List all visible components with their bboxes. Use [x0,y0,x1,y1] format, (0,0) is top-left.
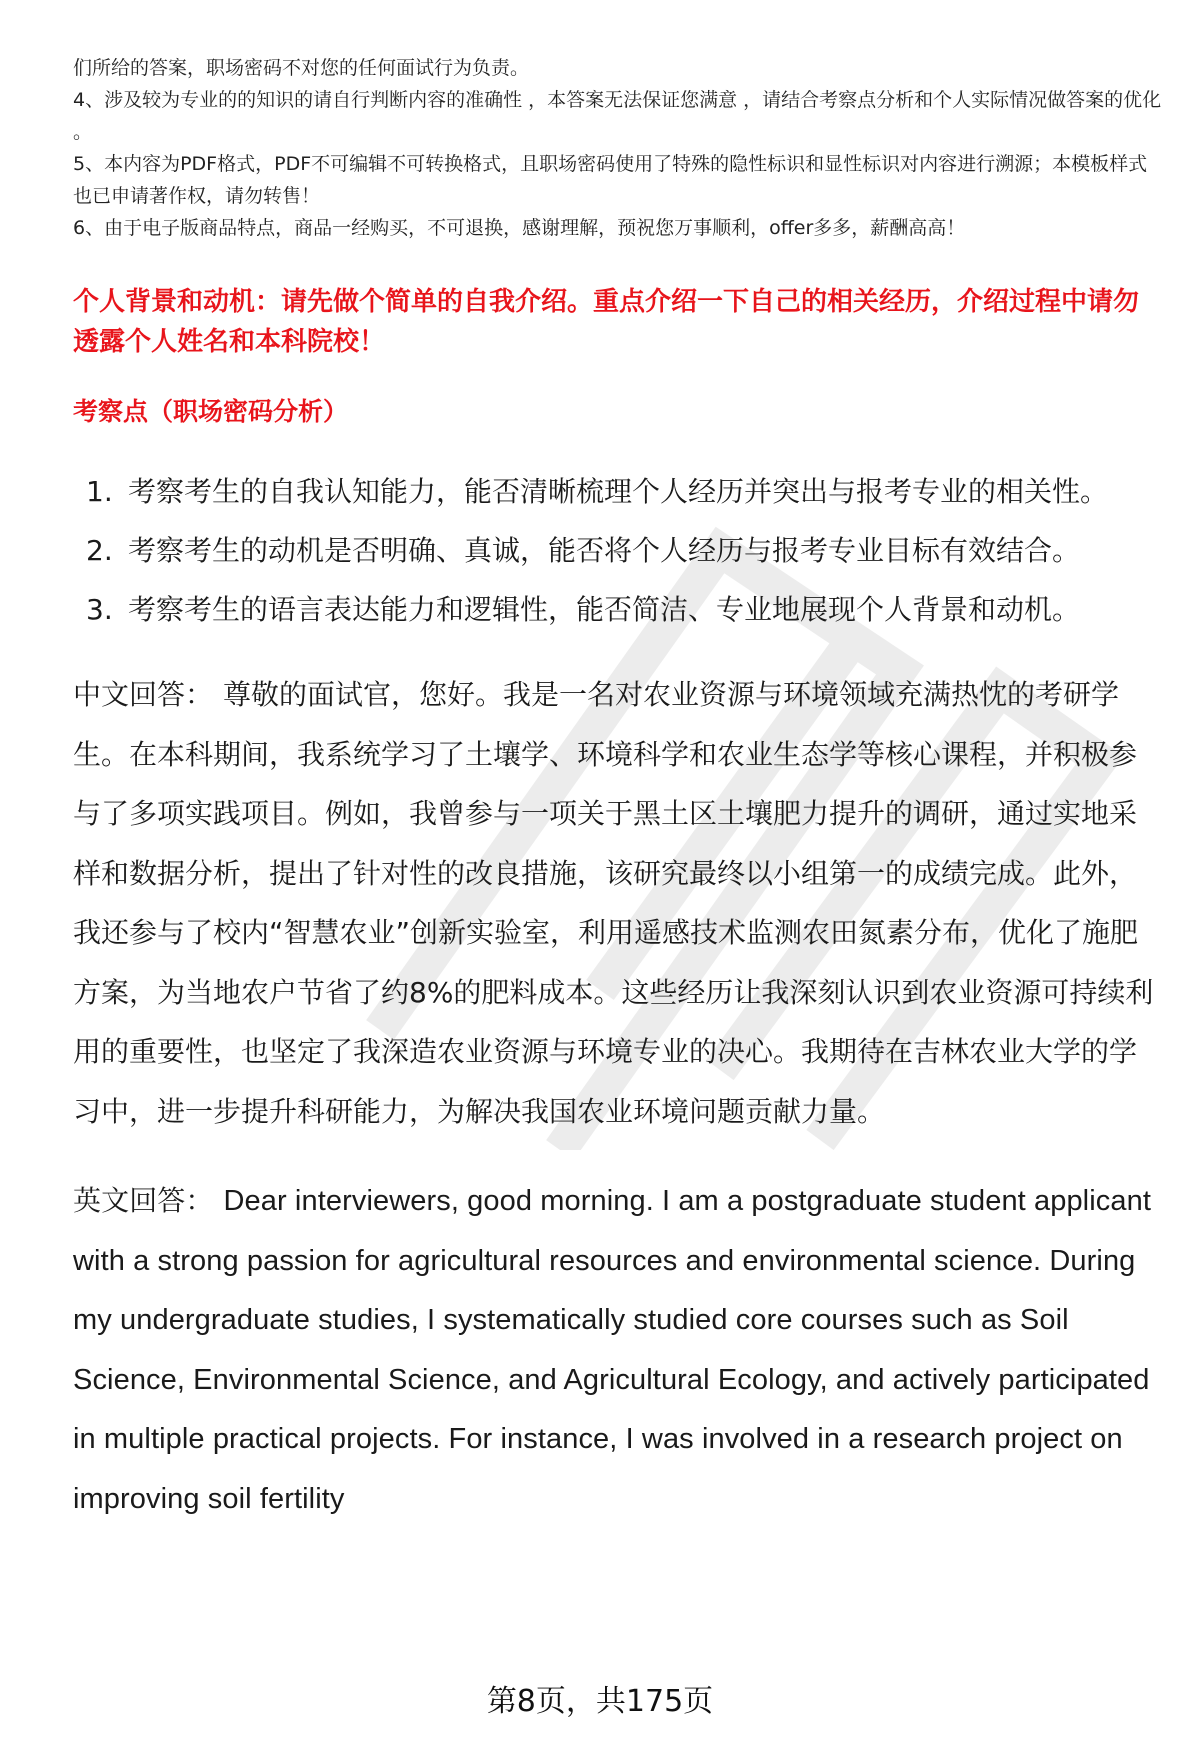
analysis-point [73,580,1163,639]
analysis-title: 考察点（职场密码分析） [73,397,349,426]
notice-line-1: 们所给的答案，职场密码不对您的任何面试行为负责。 [73,57,530,79]
notice-item-4: 4、涉及较为专业的的知识的请自行判断内容的准确性 ，本答案无法保证您满意 ，请结合考察点分析和个人实际情况做答案的优化 。 [73,89,1162,143]
point-number: 3. [86,593,113,626]
answer-chinese [73,665,1163,1141]
notice-item-6: 6、由于电子版商品特点，商品一经购买，不可退换，感谢理解，预祝您万事顺利，offer多多，薪酬高高！ [73,217,966,239]
answer-english-text: Dear interviewers, good morning. I am a postgraduate student applicant with a strong passion for agricultural resources and environmental science. During my undergraduate studies, I systematically studied core courses such as Soil Science, Environmental Science, and Agricultural Ecology, and actively participated in multiple practical projects. For instance, I was involved in a research project on improving soil fertility [73,1185,1151,1515]
point-text: 考察考生的自我认知能力，能否清晰梳理个人经历并突出与报考专业的相关性。 [128,475,1109,508]
analysis-points [73,462,1163,639]
page-number: 第8页，共175页 [486,1684,714,1719]
point-text: 考察考生的动机是否明确、真诚，能否将个人经历与报考专业目标有效结合。 [128,534,1081,567]
question-title: 个人背景和动机：请先做个简单的自我介绍。重点介绍一下自己的相关经历，介绍过程中请勿透露个人姓名和本科院校！ [73,287,1140,357]
point-number: 2. [86,534,113,567]
answer-english [73,1171,1163,1529]
answer-chinese-label: 中文回答： [73,678,214,711]
analysis-point [73,462,1163,521]
point-number: 1. [86,475,113,508]
notice-item-5: 5、本内容为PDF格式，PDF不可编辑不可转换格式，且职场密码使用了特殊的隐性标识和显性标识对内容进行溯源；本模板样式也已申请著作权，请勿转售！ [73,153,1148,207]
analysis-point [73,521,1163,580]
answer-english-label: 英文回答： [73,1184,214,1217]
point-text: 考察考生的语言表达能力和逻辑性，能否简洁、专业地展现个人背景和动机。 [128,593,1081,626]
document-page [73,52,1163,1529]
answer-chinese-text: 尊敬的面试官，您好。我是一名对农业资源与环境领域充满热忱的考研学生。在本科期间，我系统学习了土壤学、环境科学和农业生态学等核心课程，并积极参与了多项实践项目。例如，我曾参与一项关于黑土区土壤肥力提升的调研，通过实地采样和数据分析，提出了针对性的改良措施，该研究最终以小组第一的成绩完成。此外，我还参与了校内“智慧农业”创新实验室，利用遥感技术监测农田氮素分布，优化了施肥方案，为当地农户节省了约8%的肥料成本。这些经历让我深刻认识到农业资源可持续利用的重要性，也坚定了我深造农业资源与环境专业的决心。我期待在吉林农业大学的学习中，进一步提升科研能力，为解决我国农业环境问题贡献力量。 [73,678,1154,1128]
